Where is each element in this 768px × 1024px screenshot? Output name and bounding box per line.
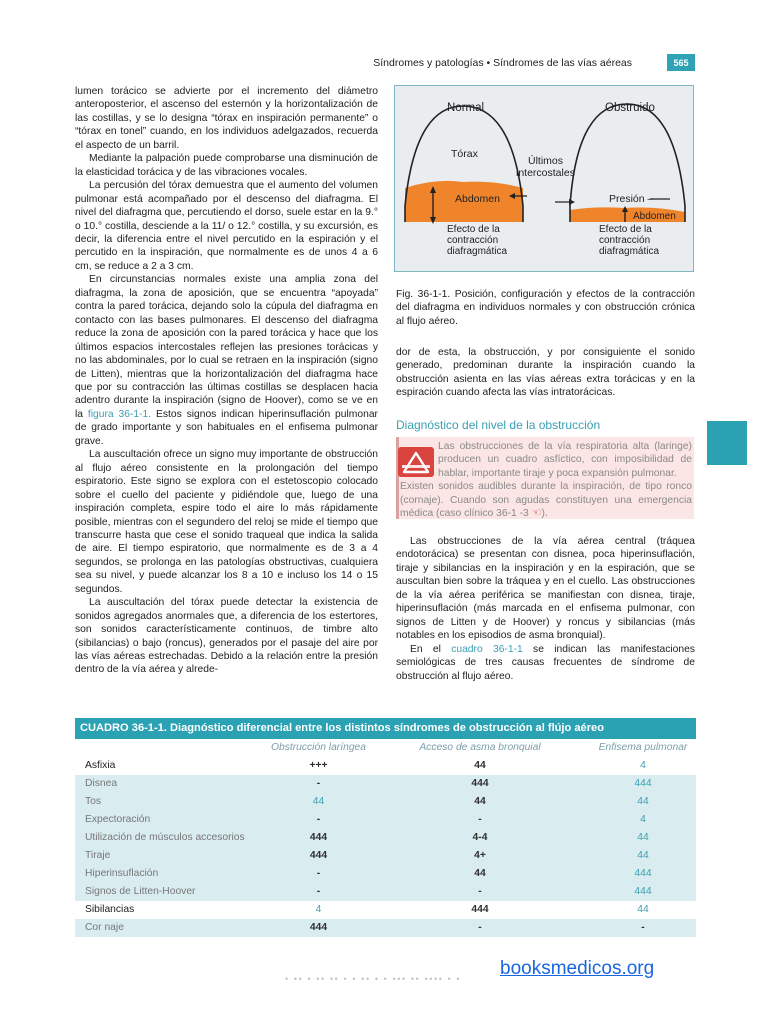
table-cell-value: 44 — [474, 760, 486, 771]
table-cell-value: 44 — [637, 850, 649, 861]
table-cell-value: 444 — [634, 868, 652, 879]
label-intercostales: intercostales — [516, 167, 575, 179]
label-abdomen-normal: Abdomen — [455, 193, 500, 205]
table-cell-value: 444 — [309, 832, 328, 843]
paragraph: lumen torácico se advierte por el incremento del diámetro anteroposterior, el ascenso del esternón y la horizontalización de las costillas, y se lo designa “tórax en inspiración permanente” o “tórax en tonel” cuando, en los individuos adelgazados, recuerda el aspecto de un barril. — [75, 86, 378, 151]
paragraph-text: Estos signos indican hiperinsuflación pulmonar de grado importante y son habituales en el enfisema pulmonar grave. — [75, 408, 378, 447]
paragraph-text: se indican las manifestaciones semiológicas de tres causas frecuentes de síndrome de obstrucción al flujo aéreo. — [396, 643, 695, 682]
alert-line: Las obstrucciones de la vía respiratoria alta (laringe) producen un cuadro asfíctico, con imposibilidad de hablar, importante tiraje y poca expansión pulmonar. — [438, 441, 692, 479]
paragraph: Las obstrucciones de la vía aérea central (tráquea endotorácica) se presentan con disnea, poca hiperinsuflación, tiraje y sibilancias en la inspiración y en la espiración, que se auscultan bien sobre la tráquea y en el cuello. Las obstrucciones de la vía aérea periférica se manifiestan con disnea, tiraje, hiperinsuflación (más marcada en el enfisema pulmonar, con signos de Litten y de Hoover) y roncus y sibilancias (más notables en los episodios de asma bronquial). — [396, 536, 695, 642]
table-cell-value: - — [478, 814, 482, 825]
label-efecto-obstruido: Efecto de la — [599, 224, 652, 235]
table-row — [75, 883, 696, 901]
label-presion: Presión – — [609, 193, 654, 205]
section-heading: Diagnóstico del nivel de la obstrucción — [396, 418, 601, 432]
paragraph — [396, 643, 695, 683]
table-row — [75, 775, 696, 793]
table-body — [75, 757, 696, 937]
label-contraccion-obstruido: contracción — [599, 235, 651, 246]
label-diafragmatica-normal: diafragmática — [447, 246, 508, 257]
table-row — [75, 901, 696, 919]
table-row — [75, 811, 696, 829]
table-cell-value: - — [316, 868, 321, 879]
table-cell-value: 4 — [315, 904, 322, 915]
table-cell-condition: Cor naje — [85, 922, 124, 933]
table-cell-value: 444 — [471, 904, 489, 915]
table-cell-value: 44 — [474, 868, 486, 879]
chapter-thumb-tab — [707, 421, 747, 465]
figure-caption: Fig. 36-1-1. Posición, configuración y efectos de la contracción del diafragma en individuos normales y con obstrucción crónica al flujo aéreo. — [396, 289, 695, 327]
table-header-cell: Acceso de asma bronquial — [419, 742, 541, 753]
table-cell-condition: Expectoración — [85, 814, 151, 825]
table-cell-condition: Tos — [85, 796, 102, 807]
diaphragm-diagram — [395, 86, 693, 271]
table-cell-value: - — [316, 814, 321, 825]
label-abdomen-obstruido: Abdomen — [633, 211, 676, 222]
table-cell-value: 444 — [634, 886, 652, 897]
paragraph-text: En el — [410, 643, 441, 655]
figure-diaphragm — [394, 85, 694, 272]
table-cell-value: 4-4 — [472, 832, 488, 843]
footer-url-link[interactable]: booksmedicos.org — [500, 958, 655, 979]
table-cell-value: - — [316, 886, 321, 897]
label-efecto-normal: Efecto de la — [447, 224, 500, 235]
differential-table — [75, 718, 696, 937]
label-torax: Tórax — [451, 148, 478, 160]
paragraph: La auscultación del tórax puede detectar la existencia de sonidos agregados anormales que, a diferencia de los estertores, son sonidos característicamente continuos, de timbre alto (sibilancias) o bajo (roncus), generados por el pasaje del aire por las vías aéreas estrechadas. Debido a la relación entre la presión dentro de la vía aérea y alrede- — [75, 597, 378, 676]
table-cell-value: - — [478, 886, 482, 897]
table-cell-value: 444 — [309, 850, 328, 861]
table-cell-value: - — [316, 778, 321, 789]
table-header-row — [75, 739, 696, 757]
paragraph: La percusión del tórax demuestra que el aumento del volumen pulmonar está acompañado por el descenso del diafragma. El nivel del diafragma que, percutiendo el dorso, suele estar en la 9.° o 10.° costilla, desciende a la 11/ o 12.° costilla, y su excursión, es decir, la diferencia entre el nivel percutido en la espiración y el percutido en la inspiración, que normalmente es de unos 4 a 6 cm, se reduce a 2 a 3 cm. — [75, 180, 378, 272]
table-cell-value: 4 — [640, 760, 646, 771]
table-title: CUADRO 36-1-1. Diagnóstico diferencial entre los distintos síndromes de obstrucción al flújo aéreo — [75, 718, 696, 739]
paragraph: Mediante la palpación puede comprobarse una disminución de la elasticidad torácica y de las vibraciones vocales. — [75, 153, 378, 178]
table-cell-condition: Tiraje — [85, 850, 111, 861]
table-cell-condition: Utilización de músculos accesorios — [85, 832, 245, 843]
table-cell-value: 444 — [471, 778, 489, 789]
table-cell-condition: Asfixia — [85, 760, 116, 771]
table-cell-value: 44 — [637, 796, 649, 807]
running-header: Síndromes y patologías • Síndromes de las vías aéreas — [373, 57, 632, 69]
table-header-cell: Obstrucción laríngea — [270, 742, 366, 753]
table-cell-value: 4 — [640, 814, 646, 825]
table-cell-value: 44 — [637, 904, 649, 915]
label-contraccion-normal: contracción — [447, 235, 499, 246]
alert-line: ). — [541, 508, 548, 520]
table-row — [75, 829, 696, 847]
table-row — [75, 865, 696, 883]
table-cell-value: 44 — [312, 796, 325, 807]
table-cell-condition: Sibilancias — [85, 904, 135, 915]
table-reference-link[interactable]: cuadro 36-1-1 — [451, 643, 523, 655]
table-cell-condition: Signos de Litten-Hoover — [85, 886, 196, 897]
table-row — [75, 919, 696, 937]
alert-text — [400, 440, 692, 521]
table-row — [75, 757, 696, 775]
label-normal: Normal — [447, 102, 485, 114]
alert-line: Existen sonidos audibles durante la inspiración, de tipo ronco (cornaje). Cuando son agudas constituyen una emergencia médica (caso clínico 36-1 -3 — [400, 481, 692, 520]
table-header-cell — [75, 739, 267, 757]
paragraph: La auscultación ofrece un signo muy importante de obstrucción al flujo aéreo consistente en la prolongación del tiempo espiratorio. Este signo se explora con el estetoscopio colocado sobre el cuello del paciente y pidiéndole que, luego de una inspiración completa, espire todo el aire lo más rápidamente posible, mientras con el segundero del reloj se mide el tiempo que transcurre hasta que cese el sonido traqueal que indica la salida de aire. El tiempo espiratorio, que normalmente es de 3 a 4 segundos, se prolonga en las patologías obstructivas, cualquiera sea su nivel, y puede alcanzar los 8 a 10 e incluso los 14 o 15 segundos. — [75, 449, 378, 595]
paragraph — [75, 273, 378, 448]
table-cell-value: +++ — [309, 760, 328, 771]
table-cell-value: 444 — [634, 778, 652, 789]
table-row — [75, 793, 696, 811]
left-column — [75, 85, 378, 677]
table-header-cell: Enfisema pulmonar — [598, 742, 688, 753]
table-row — [75, 847, 696, 865]
right-body — [396, 535, 695, 683]
paragraph: dor de esta, la obstrucción, y por consiguiente el sonido generado, predominan durante la inspiración cuando la obstrucción asienta en las vías aéreas extra torácicas y en la espiración cuando afecta las vías intratorácicas. — [396, 347, 695, 399]
table-cell-value: 4+ — [474, 850, 486, 861]
right-intro — [396, 346, 695, 400]
figure-reference-link[interactable]: figura 36-1-1. — [87, 408, 152, 420]
table-cell-value: - — [641, 922, 645, 933]
label-obstruido: Obstruido — [605, 102, 655, 114]
table-cell-value: 444 — [309, 922, 328, 933]
arrow-head-icon — [569, 199, 575, 205]
table-cell-condition: Hiperinsuflación — [85, 868, 159, 879]
footer-dots: • •• • •• •• • • •• • • ••• •• •••• • • — [285, 974, 462, 984]
paragraph-text: En circunstancias normales existe una amplia zona del diafragma, la zona de aposición, que se encuentra “apoyada” contra la pared torácica, dejando solo la cúpula del diafragma en contacto con las bases pulmonares. El descenso del diafragma reduce la zona de aposición con la pared torácica y hace que los últimos espacios intercostales reflejen las presiones torácicas y no las abdominales, por lo cual se retraen en la inspiración (signo de Litten), mientras que la horizontalización del diafragma hace que por su contracción las últimas costillas se desplacen hacia adentro durante la inspiración (signo de Hoover), como se ve en la — [75, 274, 378, 420]
table-cell-value: 44 — [474, 796, 486, 807]
label-diafragmatica-obstruido: diafragmática — [599, 246, 660, 257]
table-cell-condition: Disnea — [85, 778, 118, 789]
table-cell-value: 44 — [637, 832, 649, 843]
pointing-hand-icon[interactable]: ☜ — [531, 507, 542, 520]
table-cell-value: - — [478, 922, 482, 933]
page-number: 565 — [667, 54, 695, 71]
label-ultimos: Últimos — [528, 155, 564, 167]
